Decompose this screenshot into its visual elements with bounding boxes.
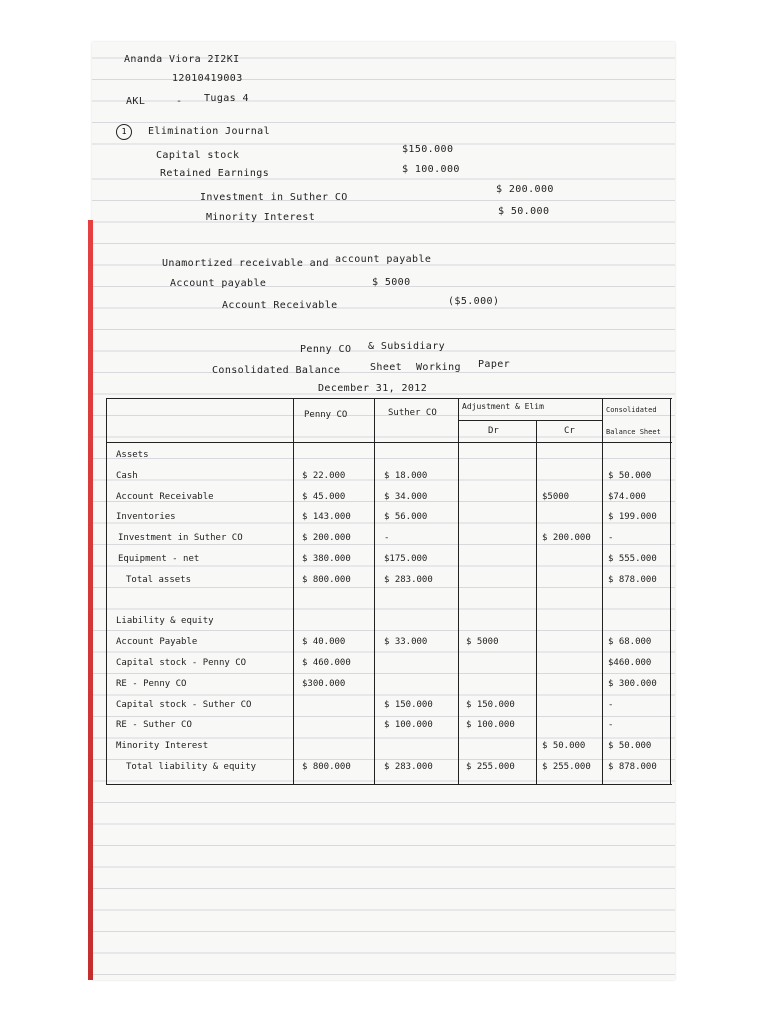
- consolidated-value: $ 50.000: [608, 741, 652, 752]
- penny-value: $ 22.000: [302, 470, 346, 481]
- consolidated-value: $ 878.000: [608, 574, 657, 585]
- question-number: 1: [116, 124, 132, 140]
- suther-value: $ 100.000: [384, 720, 433, 731]
- course-code: AKL: [126, 96, 146, 107]
- cr-value: $ 50.000: [542, 741, 586, 752]
- suther-value: $ 283.000: [384, 762, 433, 772]
- col-header-consolidated: Consolidated: [606, 406, 657, 414]
- journal-account: Retained Earnings: [160, 168, 270, 179]
- consolidated-value: $ 68.000: [608, 637, 652, 648]
- col-header-adjustment: Adjustment & Elim: [462, 402, 544, 411]
- student-name: Ananda Viora 2I2KI: [124, 54, 240, 65]
- col-header-penny: Penny CO: [304, 410, 348, 420]
- row-label: Minority Interest: [116, 741, 209, 752]
- table-border-top: [106, 398, 672, 399]
- consolidated-value: $ 199.000: [608, 512, 657, 523]
- suther-value: -: [384, 533, 390, 544]
- col-header-balance-sheet: Balance Sheet: [606, 428, 661, 436]
- journal-debit: $150.000: [402, 144, 454, 155]
- worksheet-table: [106, 398, 672, 786]
- row-label: Capital stock - Suther CO: [116, 699, 252, 710]
- row-label: Total assets: [126, 574, 192, 585]
- worksheet-subsidiary: & Subsidiary: [368, 341, 446, 352]
- row-label: Investment in Suther CO: [118, 533, 243, 544]
- suther-value: $ 34.000: [384, 491, 428, 502]
- margin-edge: [88, 220, 93, 980]
- consolidated-value: $74.000: [608, 491, 646, 502]
- dr-value: $ 5000: [466, 637, 499, 648]
- penny-value: $ 800.000: [302, 762, 351, 772]
- row-label: Capital stock - Penny CO: [116, 658, 247, 668]
- suther-value: $ 283.000: [384, 574, 433, 585]
- col-header-cr: Cr: [564, 426, 575, 436]
- header-divider: [458, 420, 602, 421]
- cr-value: $ 255.000: [542, 762, 591, 772]
- dr-value: $ 150.000: [466, 699, 515, 710]
- row-label: Account Payable: [116, 637, 198, 648]
- penny-value: $ 45.000: [302, 491, 346, 502]
- student-id: 12010419003: [172, 73, 243, 84]
- row-label: Account Receivable: [116, 491, 214, 502]
- consolidated-value: $460.000: [608, 658, 652, 668]
- consolidated-value: -: [608, 699, 614, 710]
- journal2-title-b: account payable: [335, 254, 432, 265]
- suther-value: $ 150.000: [384, 699, 433, 710]
- column-divider: [536, 420, 537, 784]
- table-border-left: [106, 398, 107, 784]
- journal-title: Elimination Journal: [148, 126, 270, 137]
- table-border-right: [670, 398, 671, 784]
- suther-value: $ 18.000: [384, 470, 428, 481]
- penny-value: $300.000: [302, 678, 346, 689]
- consolidated-value: -: [608, 533, 614, 544]
- journal-account: Capital stock: [156, 150, 240, 161]
- column-divider: [293, 398, 294, 784]
- journal-debit: $ 100.000: [402, 164, 460, 175]
- journal-credit: ($5.000): [448, 296, 500, 307]
- penny-value: $ 460.000: [302, 658, 351, 668]
- worksheet-title: Consolidated Balance: [212, 365, 341, 376]
- dr-value: $ 100.000: [466, 720, 515, 731]
- journal-account: Account Receivable: [222, 300, 338, 311]
- row-label: Cash: [116, 470, 138, 481]
- worksheet-title-d: Paper: [478, 359, 511, 370]
- row-label: Inventories: [116, 512, 176, 523]
- suther-value: $ 33.000: [384, 637, 428, 648]
- header-bottom: [106, 442, 672, 443]
- dr-value: $ 255.000: [466, 762, 515, 772]
- penny-value: $ 380.000: [302, 554, 351, 564]
- assignment-title: Tugas 4: [204, 93, 249, 104]
- table-border-bottom: [106, 784, 672, 785]
- journal2-title: Unamortized receivable and: [162, 258, 329, 269]
- journal-credit: $ 50.000: [498, 206, 550, 217]
- row-label: Assets: [116, 450, 149, 460]
- worksheet-title-b: Sheet: [370, 362, 403, 373]
- consolidated-value: $ 555.000: [608, 554, 657, 564]
- col-header-suther: Suther CO: [388, 408, 437, 418]
- row-label: Equipment - net: [118, 554, 200, 564]
- journal-debit: $ 5000: [372, 277, 411, 288]
- cr-value: $ 200.000: [542, 533, 591, 544]
- penny-value: $ 143.000: [302, 512, 351, 523]
- row-label: RE - Penny CO: [116, 678, 187, 689]
- penny-value: $ 40.000: [302, 637, 346, 648]
- journal-account: Investment in Suther CO: [200, 192, 348, 203]
- journal-account: Account payable: [170, 278, 267, 289]
- consolidated-value: -: [608, 720, 614, 731]
- column-divider: [602, 398, 603, 784]
- consolidated-value: $ 50.000: [608, 470, 652, 481]
- col-header-dr: Dr: [488, 426, 499, 436]
- journal-credit: $ 200.000: [496, 184, 554, 195]
- header-dash: -: [176, 96, 183, 107]
- row-label: Liability & equity: [116, 616, 214, 627]
- suther-value: $175.000: [384, 554, 428, 564]
- consolidated-value: $ 878.000: [608, 762, 657, 772]
- worksheet-date: December 31, 2012: [318, 383, 428, 394]
- row-label: RE - Suther CO: [116, 720, 192, 731]
- column-divider: [374, 398, 375, 784]
- worksheet-title-c: Working: [416, 362, 461, 373]
- worksheet-company: Penny CO: [300, 344, 352, 355]
- column-divider: [458, 398, 459, 784]
- consolidated-value: $ 300.000: [608, 678, 657, 689]
- penny-value: $ 200.000: [302, 533, 351, 544]
- suther-value: $ 56.000: [384, 512, 428, 523]
- journal-account: Minority Interest: [206, 212, 316, 223]
- row-label: Total liability & equity: [126, 762, 257, 772]
- cr-value: $5000: [542, 491, 570, 502]
- penny-value: $ 800.000: [302, 574, 351, 585]
